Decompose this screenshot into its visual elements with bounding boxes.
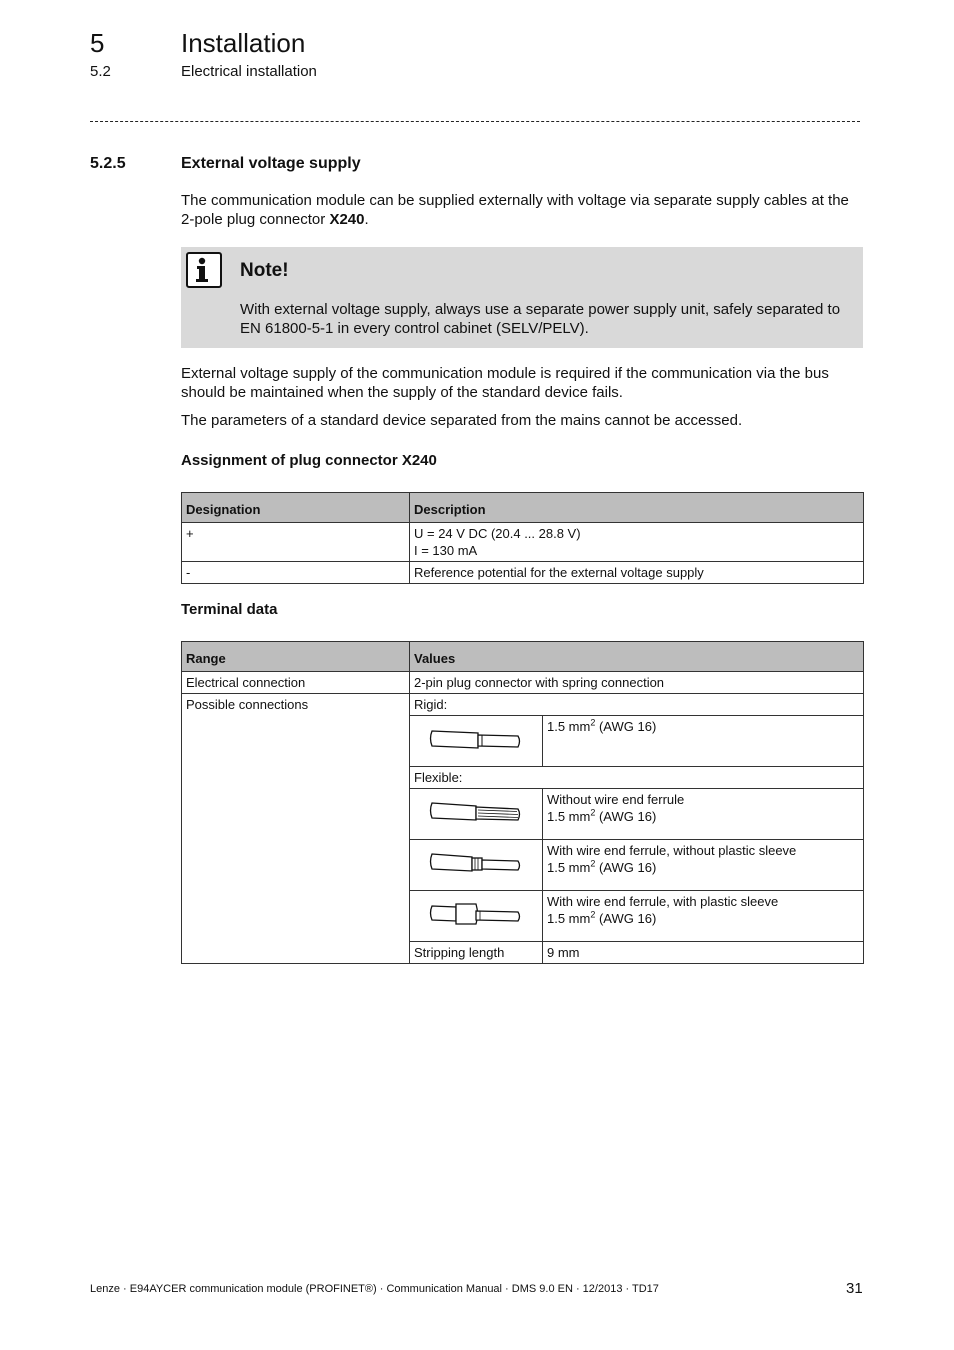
assignment-heading: Assignment of plug connector X240	[181, 452, 437, 469]
value-cell: With wire end ferrule, with plastic sleeve 1.5 $mm^2$ (AWG 16)	[543, 891, 864, 942]
terminal-table	[181, 641, 864, 964]
value-cell: Flexible:	[410, 767, 864, 789]
rigid-wire-icon	[410, 716, 543, 767]
value-cell: 1.5 $mm^2$ (AWG 16)	[543, 716, 864, 767]
paragraph-supply: External voltage supply of the communication module is required if the communication via the bus should be maintained when the supply of the standard device fails.	[181, 365, 829, 401]
description-cell: Reference potential for the external voltage supply	[410, 562, 864, 584]
terminal-heading: Terminal data	[181, 601, 278, 618]
table-row	[182, 672, 864, 694]
chapter-title: Installation	[181, 28, 306, 58]
value-cell: 9 mm	[543, 942, 864, 964]
note-box	[181, 247, 863, 348]
assignment-table	[181, 492, 864, 584]
value-cell: 2-pin plug connector with spring connection	[410, 672, 864, 694]
page-number: 31	[846, 1280, 863, 1297]
stranded-wire-icon	[410, 789, 543, 840]
table-row	[182, 523, 864, 562]
column-header: Values	[410, 642, 864, 672]
range-cell: Electrical connection	[182, 672, 410, 694]
table-header-row	[182, 642, 864, 672]
column-header: Designation	[182, 493, 410, 523]
designation-cell: +	[182, 523, 410, 562]
designation-cell: -	[182, 562, 410, 584]
description-cell: U = 24 V DC (20.4 ... 28.8 V) I = 130 mA	[410, 523, 864, 562]
note-title: Note!	[240, 260, 289, 281]
column-header: Range	[182, 642, 410, 672]
info-icon	[186, 252, 222, 288]
table-row	[182, 562, 864, 584]
subsection-number: 5.2.5	[90, 155, 126, 172]
subsection-title: External voltage supply	[181, 155, 361, 172]
range-cell: Stripping length	[410, 942, 543, 964]
value-cell: With wire end ferrule, without plastic sleeve 1.5 $mm^2$ (AWG 16)	[543, 840, 864, 891]
ferrule-wire-icon	[410, 840, 543, 891]
note-text: With external voltage supply, always use a separate power supply unit, safely separated to EN 61800-5-1 in every control cabinet (SELV/PELV).	[240, 301, 841, 337]
connector-name: X240	[329, 211, 365, 228]
header-divider	[90, 121, 860, 122]
table-row	[182, 694, 864, 716]
section-title: Electrical installation	[181, 63, 317, 80]
value-cell: Without wire end ferrule 1.5 $mm^2$ (AWG 16)	[543, 789, 864, 840]
range-cell: Possible connections	[182, 694, 410, 964]
section-number: 5.2	[90, 63, 111, 80]
table-header-row	[182, 493, 864, 523]
footer-text: Lenze · E94AYCER communication module (PROFINET®) · Communication Manual · DMS 9.0 EN · 12/2013 · TD17	[90, 1283, 659, 1295]
value-cell: Rigid:	[410, 694, 864, 716]
column-header: Description	[410, 493, 864, 523]
intro-paragraph: The communication module can be supplied externally with voltage via separate supply cables at the 2-pole plug connector X240.	[181, 192, 849, 228]
paragraph-parameters: The parameters of a standard device separated from the mains cannot be accessed.	[181, 412, 743, 429]
ferrule-sleeve-wire-icon	[410, 891, 543, 942]
chapter-number: 5	[90, 28, 105, 58]
